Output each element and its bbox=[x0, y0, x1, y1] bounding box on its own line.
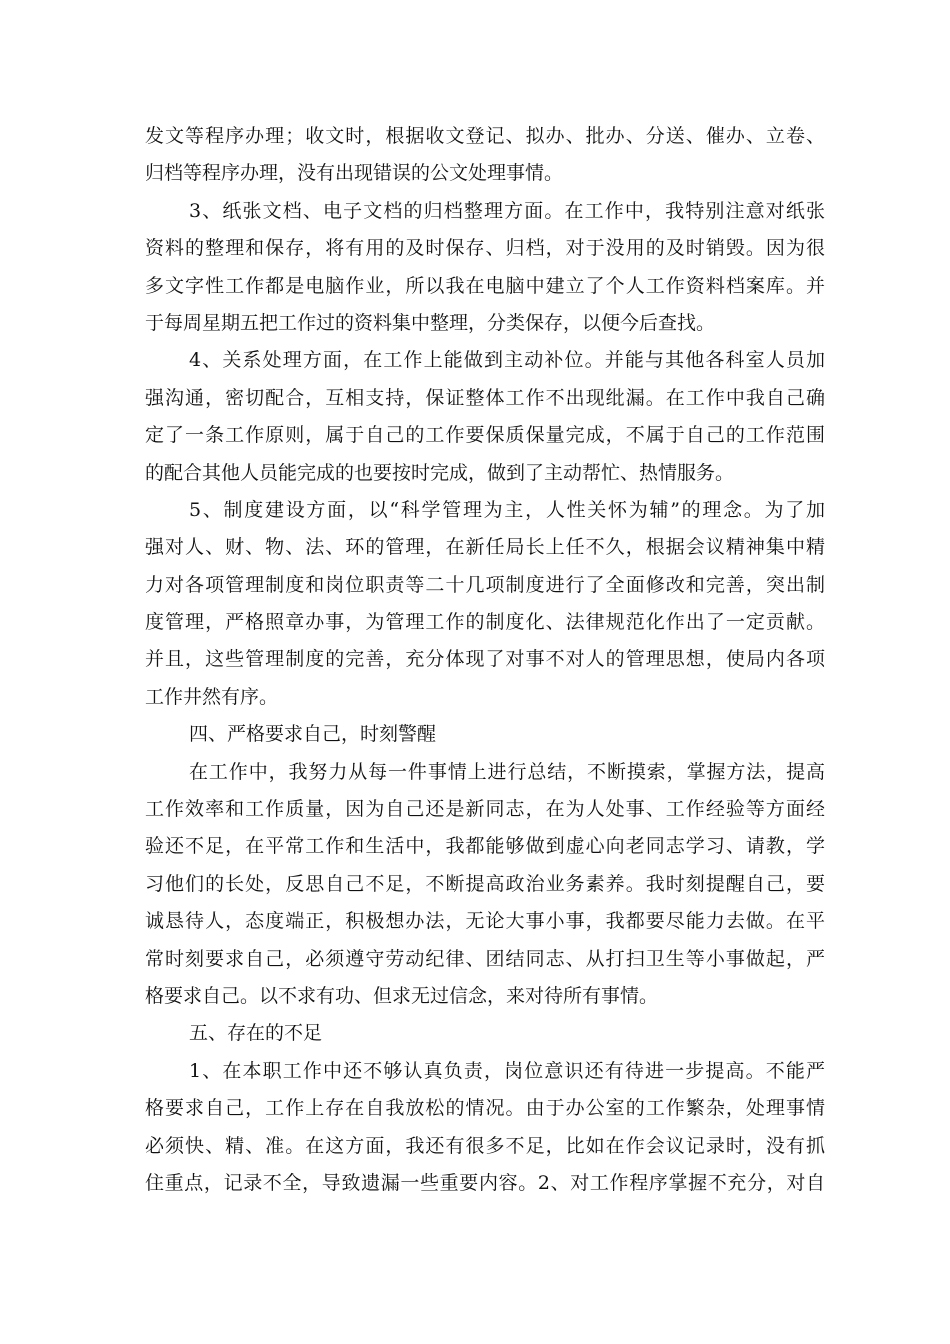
text-line: 格要求自己。以不求有功、但求无过信念，来对待所有事情。 bbox=[145, 984, 659, 1007]
document-body bbox=[145, 118, 825, 1202]
text-line: 的配合其他人员能完成的也要按时完成，做到了主动帮忙、热情服务。 bbox=[145, 461, 735, 484]
text-line: 必须快、精、准。在这方面，我还有很多不足，比如在作会议记录时，没有抓 bbox=[145, 1134, 825, 1157]
text-line: 工作效率和工作质量，因为自己还是新同志，在为人处事、工作经验等方面经 bbox=[145, 798, 825, 821]
text-line: 1、在本职工作中还不够认真负责，岗位意识还有待进一步提高。不能严 bbox=[189, 1059, 825, 1082]
text-line: 定了一条工作原则，属于自己的工作要保质保量完成，不属于自己的工作范围 bbox=[145, 424, 825, 447]
text-line: 归档等程序办理，没有出现错误的公文处理事情。 bbox=[145, 162, 564, 185]
text-line: 验还不足，在平常工作和生活中，我都能够做到虚心向老同志学习、请教，学 bbox=[145, 835, 825, 858]
text-line: 强对人、财、物、法、环的管理，在新任局长上任不久，根据会议精神集中精 bbox=[145, 536, 825, 559]
text-line: 发文等程序办理；收文时，根据收文登记、拟办、批办、分送、催办、立卷、 bbox=[145, 125, 825, 147]
text-line: 于每周星期五把工作过的资料集中整理，分类保存，以便今后查找。 bbox=[145, 311, 716, 334]
text-line: 常时刻要求自己，必须遵守劳动纪律、团结同志、从打扫卫生等小事做起，严 bbox=[145, 947, 825, 970]
text-line: 住重点，记录不全，导致遗漏一些重要内容。2、对工作程序掌握不充分，对自 bbox=[145, 1171, 825, 1194]
text-line: 资料的整理和保存，将有用的及时保存、归档，对于没用的及时销毁。因为很 bbox=[145, 237, 825, 260]
text-line: 习他们的长处，反思自己不足，不断提高政治业务素养。我时刻提醒自己，要 bbox=[145, 872, 825, 895]
text-line: 并且，这些管理制度的完善，充分体现了对事不对人的管理思想，使局内各项 bbox=[145, 648, 825, 671]
text-line: 4、关系处理方面，在工作上能做到主动补位。并能与其他各科室人员加 bbox=[189, 349, 825, 372]
text-line: 3、纸张文档、电子文档的归档整理方面。在工作中，我特别注意对纸张 bbox=[189, 199, 825, 222]
text-line: 5、制度建设方面，以“科学管理为主，人性关怀为辅”的理念。为了加 bbox=[189, 498, 825, 521]
text-line: 力对各项管理制度和岗位职责等二十几项制度进行了全面修改和完善，突出制 bbox=[145, 573, 825, 596]
text-line: 多文字性工作都是电脑作业，所以我在电脑中建立了个人工作资料档案库。并 bbox=[145, 274, 825, 297]
text-line: 强沟通，密切配合，互相支持，保证整体工作不出现纰漏。在工作中我自己确 bbox=[145, 386, 825, 409]
text-line: 度管理，严格照章办事，为管理工作的制度化、法律规范化作出了一定贡献。 bbox=[145, 611, 825, 634]
text-line: 五、存在的不足 bbox=[189, 1022, 323, 1045]
text-line: 诚恳待人，态度端正，积极想办法，无论大事小事，我都要尽能力去做。在平 bbox=[145, 910, 825, 933]
text-line: 工作井然有序。 bbox=[145, 685, 279, 708]
text-line: 在工作中，我努力从每一件事情上进行总结，不断摸索，掌握方法，提高 bbox=[189, 760, 825, 783]
text-line: 格要求自己，工作上存在自我放松的情况。由于办公室的工作繁杂，处理事情 bbox=[145, 1097, 825, 1120]
text-line: 四、严格要求自己，时刻警醒 bbox=[189, 723, 437, 746]
